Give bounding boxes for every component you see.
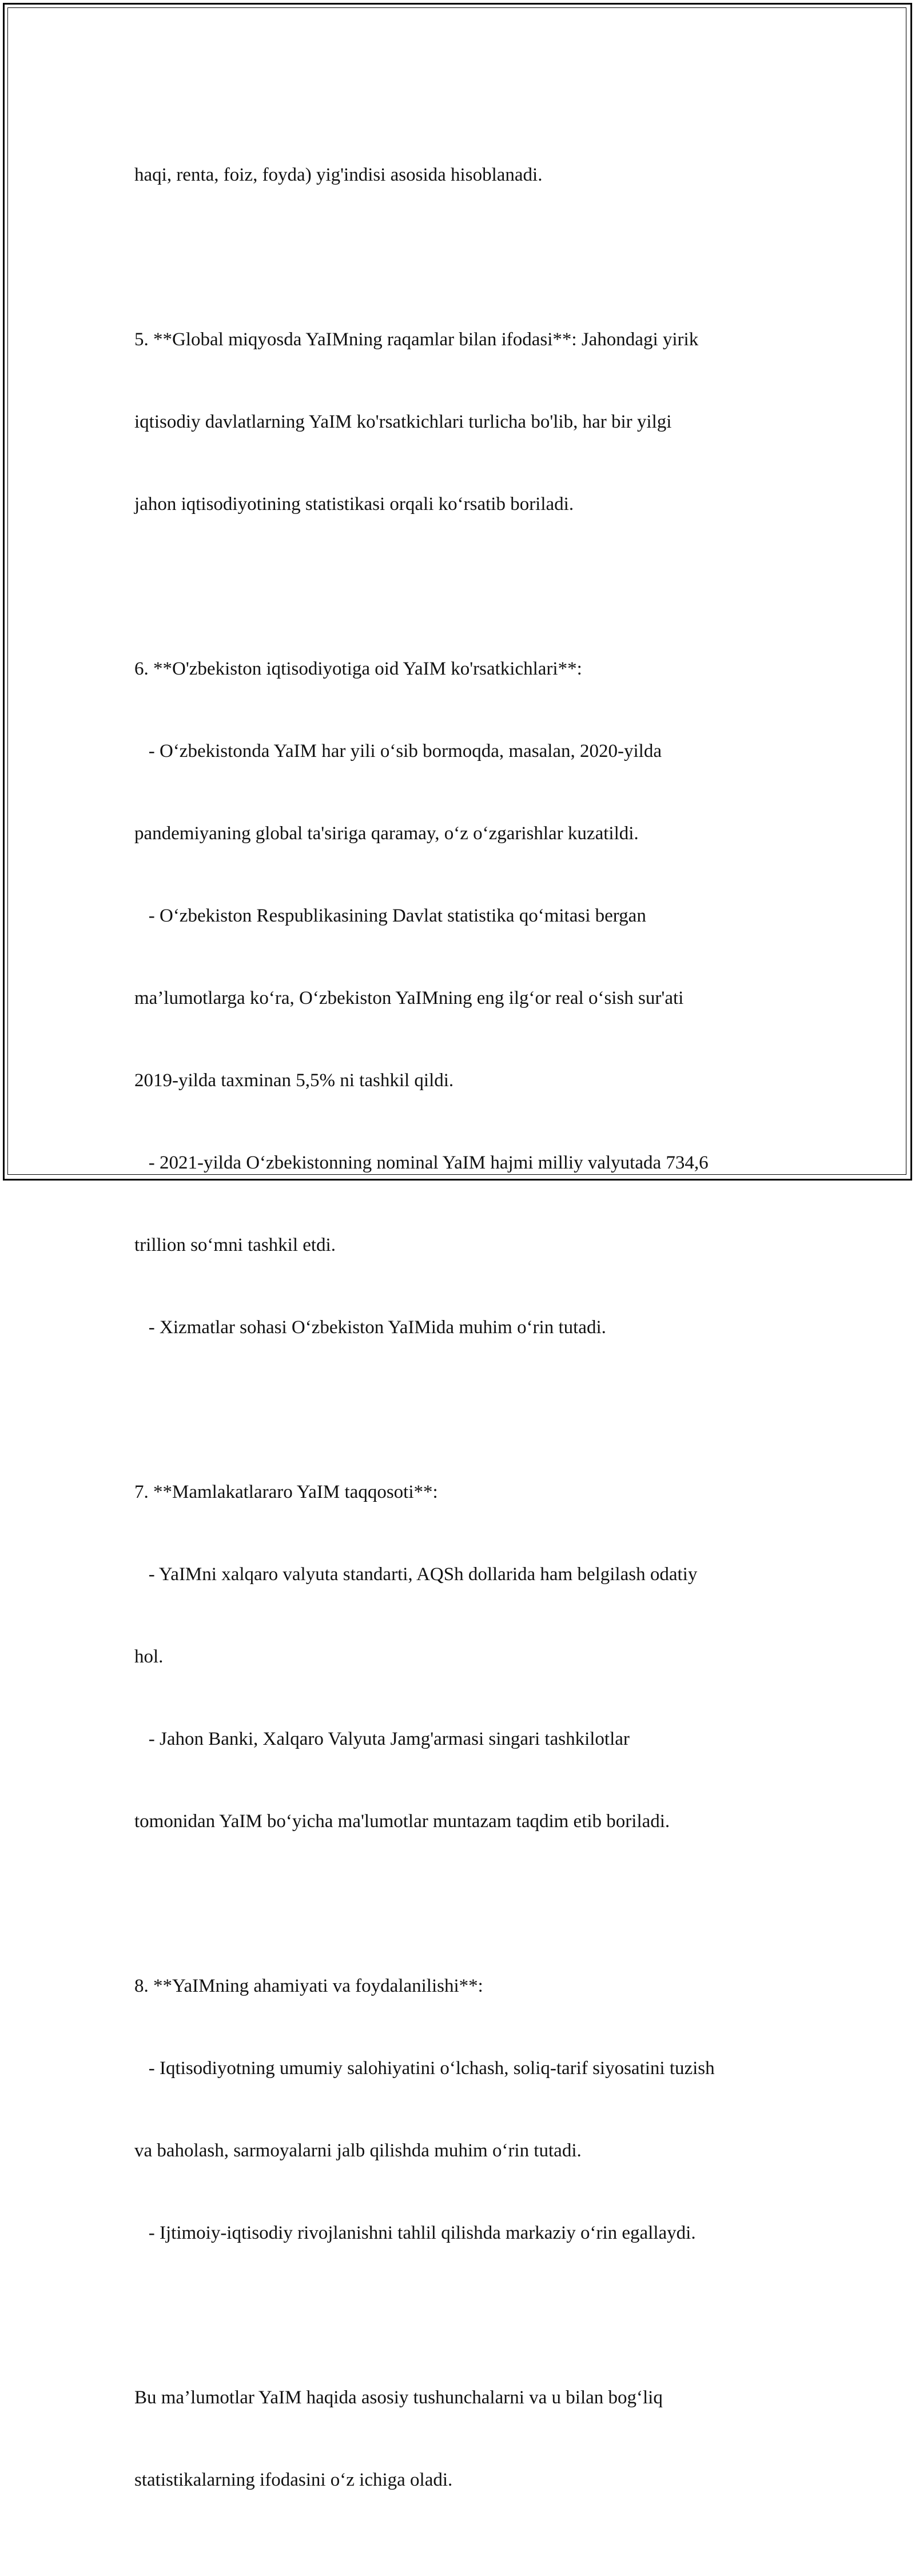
text-line: - 2021-yilda O‘zbekistonning nominal YaIM hajmi milliy valyutada 734,6 [134,1153,709,1173]
text-line: pandemiyaning global ta'siriga qaramay, o‘z o‘zgarishlar kuzatildi. [134,823,639,844]
paragraph-section-7 [134,1423,792,1890]
text-line: 6. **O'zbekiston iqtisodiyotiga oid YaIM ko'rsatkichlari**: [134,659,582,679]
text-line: 8. **YaIMning ahamiyati va foydalanilishi**: [134,1976,483,1996]
text-line: iqtisodiy davlatlarning YaIM ko'rsatkichlari turlicha bo'lib, har bir yilgi [134,412,672,432]
text-line: hol. [134,1646,164,1667]
text-line: - Xizmatlar sohasi O‘zbekiston YaIMida muhim o‘rin tutadi. [134,1317,606,1338]
text-line: 5. **Global miqyosda YaIMning raqamlar bilan ifodasi**: Jahondagi yirik [134,329,699,350]
paragraph-conclusion [134,2329,792,2549]
text-line: va baholash, sarmoyalarni jalb qilishda muhim o‘rin tutadi. [134,2140,582,2161]
text-line: - Jahon Banki, Xalqaro Valyuta Jamg'armasi singari tashkilotlar [134,1729,630,1749]
text-line: trillion so‘mni tashkil etdi. [134,1235,336,1255]
text-line: - O‘zbekistonda YaIM har yili o‘sib bormoqda, masalan, 2020-yilda [134,741,662,761]
text-line: 2019-yilda taxminan 5,5% ni tashkil qildi. [134,1070,454,1091]
text-line: Bu ma’lumotlar YaIM haqida asosiy tushunchalarni va u bilan bog‘liq [134,2387,663,2408]
paragraph-intro-continuation [134,106,792,244]
text-line: tomonidan YaIM bo‘yicha ma'lumotlar muntazam taqdim etib boriladi. [134,1811,670,1832]
paragraph-section-8 [134,1917,792,2302]
text-line: jahon iqtisodiyotining statistikasi orqali ko‘rsatib boriladi. [134,494,574,515]
paragraph-section-5 [134,271,792,573]
text-line: ma’lumotlarga ko‘ra, O‘zbekiston YaIMning eng ilg‘or real o‘sish sur'ati [134,988,684,1008]
text-line: haqi, renta, foiz, foyda) yig'indisi asosida hisoblanadi. [134,165,543,185]
text-line: - Ijtimoiy-iqtisodiy rivojlanishni tahlil qilishda markaziy o‘rin egallaydi. [134,2223,696,2243]
text-line: 7. **Mamlakatlararo YaIM taqqosoti**: [134,1482,438,1502]
text-line: - Iqtisodiyotning umumiy salohiyatini o‘lchash, soliq-tarif siyosatini tuzish [134,2058,715,2079]
paragraph-section-6 [134,600,792,1396]
text-line: - O‘zbekiston Respublikasining Davlat statistika qo‘mitasi bergan [134,906,646,926]
document-body [134,106,792,2576]
text-line: - YaIMni xalqaro valyuta standarti, AQSh dollarida ham belgilash odatiy [134,1564,698,1585]
text-line: statistikalarning ifodasini o‘z ichiga oladi. [134,2470,453,2490]
